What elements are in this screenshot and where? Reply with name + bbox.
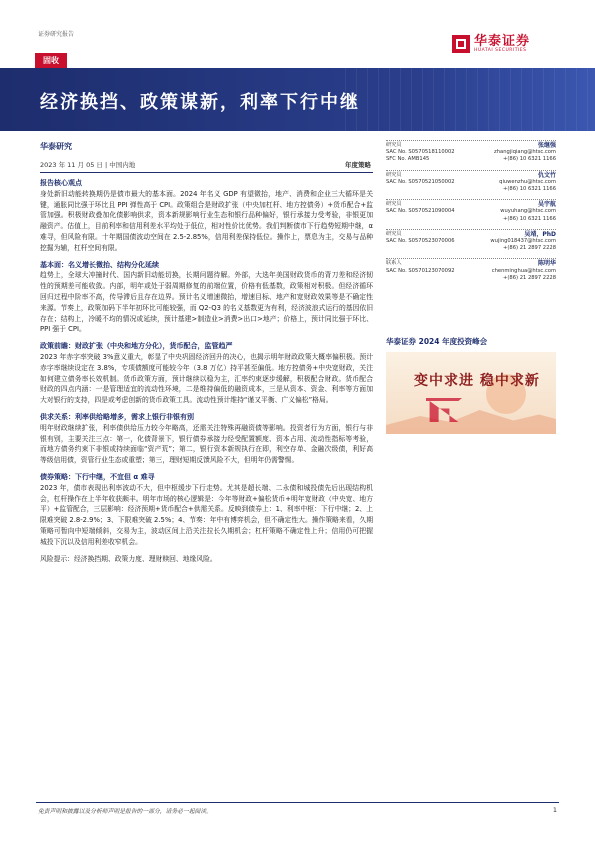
page-number: 1 <box>552 806 557 814</box>
huatai-logo-icon <box>452 35 470 53</box>
analyst-sac: SAC No. S0570521090004 <box>386 208 455 215</box>
section-heading: 政策前瞻：财政扩张（中央和地方分化），货币配合，监管趋严 <box>40 342 233 351</box>
analyst-card <box>386 140 556 164</box>
report-category: 证券研究报告 <box>38 31 75 38</box>
analyst-name: 吴靖，PhD <box>524 230 556 238</box>
analyst-sfc: SFC No. AMB145 <box>386 156 430 163</box>
section-heading: 基本面：名义增长微抬、结构分化延续 <box>40 260 159 269</box>
risk-note: 风险提示：经济换挡期、政策力度、理财赎回、地缘风险。 <box>40 554 217 563</box>
analyst-name: 陈明华 <box>537 260 556 268</box>
section-text: 身处新旧动能转换期仍是债市最大的基本面。2024 年名义 GDP 有望微抬，地产、消费和企业三大循环是关键，通胀同比强于环比且 PPI 弹性高于 CPI。政策组合是财政扩张（中央加杠杆、地方控债务）+货币配合+监管加强。积极财政叠加化债影响供求，资本新规影响行业生态和银行品种偏好，银行承接力受考验，非银更加融资产。估值上，目前利率和信用利差水平均处于低位，相对性价比优势。我们判断债市下行趋势短期中继，α 难寻，但风险有限。十年期国债波动空间在 2.5-2.85%，信用利差保持低位。操作上，票息为主，交易与品种挖掘为辅，杠杆空间有限。 <box>40 189 373 252</box>
analyst-email[interactable]: qiuwenzhu@htsc.com <box>499 178 556 185</box>
analyst-email[interactable]: wujing018437@htsc.com <box>490 238 556 245</box>
logo-text-cn: 华泰证券 <box>474 34 531 49</box>
report-body <box>40 178 373 570</box>
report-title: 经济换挡、政策谋新，利率下行中继 <box>40 92 360 113</box>
analyst-role: 研究员 <box>386 142 402 148</box>
gate-icon <box>426 392 462 422</box>
analyst-role: 研究员 <box>386 201 402 208</box>
analyst-phone: +(86) 21 2897 2228 <box>503 274 556 281</box>
analyst-phone: +(86) 10 6321 1166 <box>503 186 556 193</box>
section-strategy <box>40 472 373 548</box>
footer-disclaimer: 免责声明和披露以及分析师声明是报告的一部分，请务必一起阅读。 <box>38 809 212 815</box>
analyst-list <box>386 140 556 288</box>
section-heading: 债券策略：下行中继，不宜但 α 难寻 <box>40 472 155 481</box>
analyst-role: 联系人 <box>386 260 402 267</box>
section-text: 明年财政继续扩张，利率债供给压力较今年略高，还需关注特殊再融资债等影响。投资者行为方面，银行与非银有别，主要关注三点：第一，化债背景下，银行债券承接力经受配置额度、资本占用、流动性指标等考验，而地方债务约束下非银或持续面临“资产荒”；第二，银行资本新规执行在即，利空存单、金融次级债，利好高等级信用债，资管行业生态或重塑；第三，理财短期反馈风险不大，但明年仍需警惕。 <box>40 423 373 465</box>
analyst-card <box>386 229 556 253</box>
analyst-card <box>386 170 556 194</box>
conference-title: 华泰证券 2024 年度投资峰会 <box>386 337 488 346</box>
section-text: 趋势上，全球大冲撞时代、国内新旧动能切换，长期问题待解。外部，大选年美国财政货币的背刀差和经济韧性的预期差可能收敛。内部，明年或处于弱周期修复的前端位置，价格有低基数，政策相对积极。但经济循环回归过程中阶率不高，传导滞后且存在边界。预计名义增速微抬，增速目标、地产和宽财政效果等是不确定性来源。节奏上，政策加码下半年初环比可能较强，而 Q2-Q3 的名义基数更为有利，经济波浪式运行的基因依旧存在；结构上，冷暖不均的情况或延续，预计基建>制造业>消费>出口>地产；价格上，预计同比强于环比、PPI 强于 CPI。 <box>40 271 373 334</box>
section-policy <box>40 341 373 406</box>
company-logo <box>452 35 530 53</box>
dateline: 2023 年 11 月 05 日 | 中国内地 年度策略 <box>40 160 373 173</box>
analyst-role: 研究员 <box>386 171 402 178</box>
section-supply-demand <box>40 412 373 466</box>
section-text: 2023 年，债市表现出利率波动不大，但中枢缓步下行走势。尤其是超长端、二永债和城投债先后出现结构机会，杠杆操作在上半年收获颇丰。明年市场的核心逻辑是：今年等财政+偏松货币+明年宽财政（中央宽、地方平）+监管配合，三层影响：经济预期+货币配合+供需关系。反映到债券上：1、利率中枢：下行中继；2、上限难突破 2.8-2.9%；3、下限难突破 2.5%；4、节奏：年中有博弈机会，但不确定性大。操作策略来看，久期策略可暂向中短端倾斜，交易为主，波动区间上沿关注拉长久期机会；杠杆策略不确定性上升；信用仍可把握城投下沉以及信用利差收窄机会。 <box>40 483 373 546</box>
analyst-card <box>386 199 556 223</box>
section-core-views <box>40 178 373 254</box>
analyst-role: 研究员 <box>386 230 402 237</box>
analyst-sac: SAC No. S0570518110002 <box>386 149 455 156</box>
section-fundamentals <box>40 260 373 336</box>
conference-banner-image[interactable] <box>386 352 556 434</box>
research-label: 华泰研究 <box>40 142 72 151</box>
section-text: 2023 年赤字率突破 3%意义重大，彰显了中央巩固经济回升的决心，也揭示明年财政政策大概率偏积极。预计赤字率继续设定在 3.8%，专项债额度可能较今年（3.8 万亿）持平甚至偏低。地方控债务+中央宽财政，关注如何建立债务率长效机制。货币政策方面，预计继续以稳为主，汇率约束逐步缓解，积极配合财政。货币配合财政的四点内涵：一是管理适宜的流动性环境，二是维持偏低的融资成本，三是从资本、资金、利率等方面加大对银行的支持，四是或考虑创新的货币政策工具。流动性预计维持“谨又平衡、广义偏松”格局。 <box>40 352 373 405</box>
mountain-decoration <box>386 404 556 434</box>
analyst-phone: +(86) 21 2897 2228 <box>503 245 556 252</box>
report-region: 中国内地 <box>109 161 136 169</box>
footer-divider <box>36 802 559 803</box>
analyst-sac: SAC No. S0570523070006 <box>386 238 455 245</box>
analyst-name: 吴宇航 <box>537 201 556 209</box>
analyst-card <box>386 258 556 282</box>
logo-text-en: HUATAI SECURITIES <box>474 48 527 53</box>
analyst-phone: +(86) 10 6321 1166 <box>503 215 556 222</box>
section-heading: 供求关系：利率供给略增多，需求上银行非银有别 <box>40 412 194 421</box>
category-tag: 固收 <box>35 53 67 68</box>
report-type: 年度策略 <box>345 161 371 169</box>
analyst-sac: SAC No. S0570521050002 <box>386 178 455 185</box>
analyst-email[interactable]: wuyuhang@htsc.com <box>500 208 556 215</box>
analyst-sac: SAC No. S0570123070092 <box>386 267 455 274</box>
analyst-phone: +(86) 10 6321 1166 <box>503 156 556 163</box>
banner-pattern <box>335 68 595 131</box>
analyst-email[interactable]: chenminghua@htsc.com <box>491 267 556 274</box>
title-banner <box>0 68 595 131</box>
analyst-email[interactable]: zhangjiqiang@htsc.com <box>494 149 556 156</box>
report-date: 2023 年 11 月 05 日 <box>40 161 103 169</box>
conference-slogan: 变中求进 稳中求新 <box>414 373 540 389</box>
section-heading: 报告核心观点 <box>40 179 82 187</box>
analyst-name: 张继强 <box>537 142 556 149</box>
analyst-name: 仇文竹 <box>537 171 556 179</box>
